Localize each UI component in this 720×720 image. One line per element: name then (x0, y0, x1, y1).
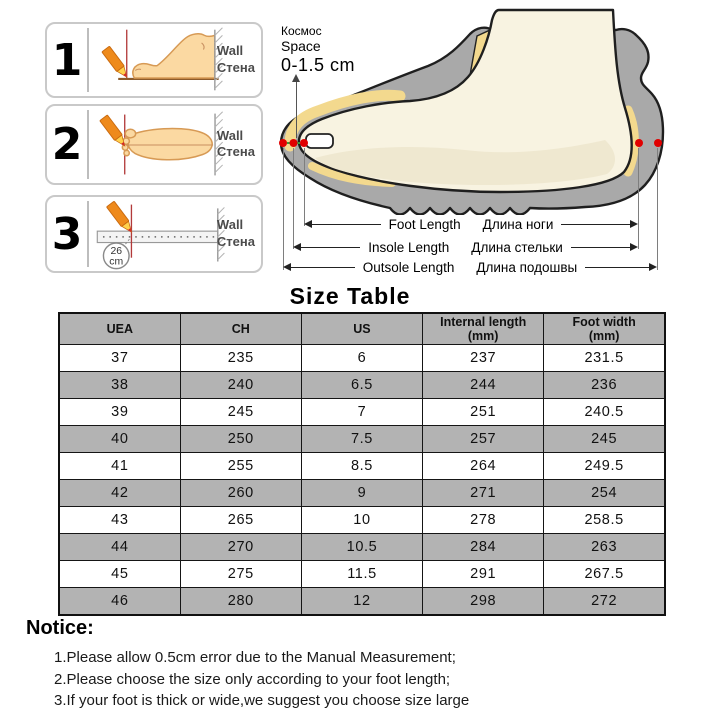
space-label-ru: Космос (281, 24, 322, 38)
notice-list (54, 647, 696, 712)
size-table-header-cell: UEA (59, 313, 180, 345)
size-table-row (59, 588, 665, 616)
heel-outer-dot (654, 139, 662, 147)
measure-label-ru: Длина ноги (482, 216, 554, 232)
measure-step-2 (45, 104, 263, 185)
step-1-number: 1 (51, 34, 83, 86)
size-table-cell: 237 (423, 345, 544, 372)
size-table-cell: 254 (544, 480, 665, 507)
size-table-header-cell: Foot width (mm) (544, 313, 665, 345)
arrow-left-icon (293, 243, 301, 251)
size-table-cell: 240.5 (544, 399, 665, 426)
size-table-cell: 257 (423, 426, 544, 453)
size-table-header-cell: CH (180, 313, 301, 345)
size-table-row (59, 453, 665, 480)
measure-line (561, 224, 630, 225)
insole-front-dot (290, 139, 298, 147)
measure-line (291, 267, 355, 268)
toenail (306, 134, 333, 148)
size-table-cell: 45 (59, 561, 180, 588)
foot-top-measure-illustration (88, 106, 228, 183)
notice-title: Notice: (26, 617, 94, 639)
toe (124, 150, 129, 155)
wall-label-en: Wall (216, 127, 244, 143)
foot-side-measure-illustration (88, 24, 228, 96)
measure-line (312, 224, 381, 225)
size-table-cell: 41 (59, 453, 180, 480)
size-table-cell: 231.5 (544, 345, 665, 372)
size-table-row (59, 426, 665, 453)
ruler-unit: cm (109, 256, 124, 268)
measure-label-en: Outsole Length (362, 259, 455, 275)
size-table-cell: 260 (180, 480, 301, 507)
size-table-cell: 272 (544, 588, 665, 616)
ruler (97, 231, 217, 242)
wall-label-ru: Стена (216, 60, 255, 75)
size-table-cell: 43 (59, 507, 180, 534)
notice-item: 2.Please choose the size only according to your foot length; (54, 670, 451, 688)
wall-label-en: Wall (216, 43, 244, 59)
size-table-cell: 39 (59, 399, 180, 426)
size-table-cell: 10.5 (301, 534, 422, 561)
arrow-right-icon (649, 263, 657, 271)
foot-side-shape (133, 34, 215, 78)
size-table-cell: 264 (423, 453, 544, 480)
wall-label (217, 43, 255, 77)
wall-label-ru: Стена (216, 144, 255, 160)
size-table-cell: 298 (423, 588, 544, 616)
size-table-cell: 42 (59, 480, 180, 507)
size-table-row (59, 480, 665, 507)
guide-line (304, 148, 305, 226)
wall-label (217, 217, 255, 251)
notice-item: 1.Please allow 0.5cm error due to the Manual Measurement; (54, 649, 456, 666)
size-table-cell: 11.5 (301, 561, 422, 588)
ruler-value: 26 (110, 245, 123, 257)
size-table-cell: 10 (301, 507, 422, 534)
size-table-cell: 280 (180, 588, 301, 616)
size-table-cell: 255 (180, 453, 301, 480)
size-table-cell: 250 (180, 426, 301, 453)
size-table-cell: 6 (301, 345, 422, 372)
heel-inner-dot (635, 139, 643, 147)
measure-line (301, 247, 360, 248)
guide-line (638, 148, 639, 249)
size-table-cell: 263 (544, 534, 665, 561)
outsole-front-dot (279, 139, 287, 147)
measure-line (585, 267, 649, 268)
guide-line (283, 148, 284, 270)
size-table-cell: 270 (180, 534, 301, 561)
toe-space-label (281, 24, 355, 76)
size-table-cell: 278 (423, 507, 544, 534)
size-table-cell: 251 (423, 399, 544, 426)
size-table-row (59, 507, 665, 534)
size-table-header-row (59, 313, 665, 345)
space-arrow-line (296, 82, 297, 138)
measure-label-ru: Длина подошвы (476, 259, 578, 275)
size-table-cell: 258.5 (544, 507, 665, 534)
notice-item: 3.If your foot is thick or wide,we suggest you choose size large (54, 692, 470, 709)
notice-section (26, 617, 696, 712)
space-value: 0-1.5 cm (281, 55, 356, 75)
size-table-row (59, 372, 665, 399)
size-table-cell: 291 (423, 561, 544, 588)
step-3-number: 3 (51, 208, 83, 260)
size-table-cell: 7.5 (301, 426, 422, 453)
space-label-en: Space (281, 38, 321, 54)
outsole-length-measure (283, 260, 657, 274)
size-table-cell: 271 (423, 480, 544, 507)
measure-step-1 (45, 22, 263, 98)
measure-label-en: Insole Length (368, 239, 450, 255)
size-table-cell: 46 (59, 588, 180, 616)
size-table-cell: 240 (180, 372, 301, 399)
big-toe (125, 129, 135, 138)
size-table-cell: 265 (180, 507, 301, 534)
size-table-row (59, 399, 665, 426)
size-table-cell: 38 (59, 372, 180, 399)
size-table (58, 312, 666, 616)
size-table-header-cell: Internal length (mm) (423, 313, 544, 345)
measure-label-ru: Длина стельки (471, 239, 563, 255)
arrow-right-icon (630, 243, 638, 251)
wall-label-en: Wall (216, 217, 244, 233)
guide-line (657, 148, 658, 270)
size-table-header-cell: US (301, 313, 422, 345)
size-table-row (59, 561, 665, 588)
size-table-cell: 7 (301, 399, 422, 426)
measure-label-en: Foot Length (388, 216, 461, 232)
size-table-cell: 249.5 (544, 453, 665, 480)
size-table-cell: 245 (544, 426, 665, 453)
arrow-left-icon (283, 263, 291, 271)
ruler-measure-illustration (88, 197, 228, 271)
size-table-cell: 235 (180, 345, 301, 372)
size-table-row (59, 345, 665, 372)
arrow-left-icon (304, 220, 312, 228)
size-table-cell: 6.5 (301, 372, 422, 399)
size-table-title: Size Table (289, 283, 411, 309)
step-2-number: 2 (51, 119, 83, 170)
size-table-cell: 12 (301, 588, 422, 616)
size-table-cell: 245 (180, 399, 301, 426)
size-table-cell: 40 (59, 426, 180, 453)
measure-line (571, 247, 630, 248)
size-table-cell: 275 (180, 561, 301, 588)
size-table-cell: 8.5 (301, 453, 422, 480)
insole-length-measure (293, 240, 638, 254)
arrow-right-icon (630, 220, 638, 228)
size-table-cell: 44 (59, 534, 180, 561)
foot-length-measure (304, 217, 638, 231)
space-arrow-head (292, 74, 300, 82)
size-table-cell: 267.5 (544, 561, 665, 588)
size-table-cell: 244 (423, 372, 544, 399)
guide-line (293, 148, 294, 249)
measure-step-3 (45, 195, 263, 273)
size-table-cell: 9 (301, 480, 422, 507)
wall-label (217, 128, 255, 162)
foot-top-shape (128, 129, 212, 160)
foot-front-dot (300, 139, 308, 147)
size-table-row (59, 534, 665, 561)
size-table-cell: 236 (544, 372, 665, 399)
wall-label-ru: Стена (216, 234, 255, 249)
size-table-cell: 284 (423, 534, 544, 561)
size-table-cell: 37 (59, 345, 180, 372)
